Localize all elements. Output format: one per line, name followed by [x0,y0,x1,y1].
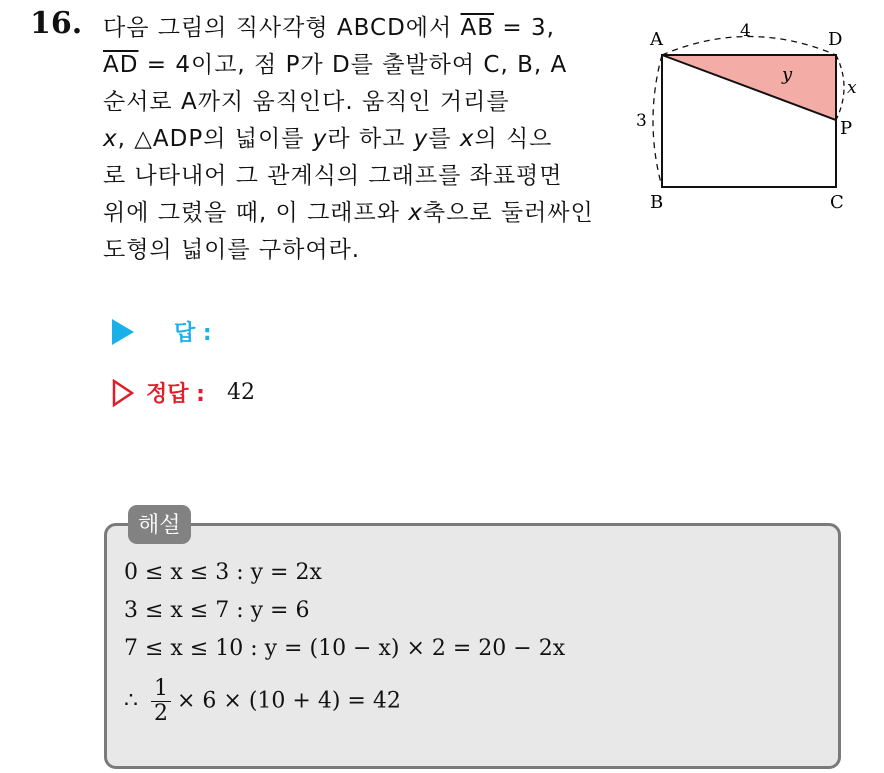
solution-final-expression: × 6 × (10 + 4) = 42 [177,688,401,714]
correct-answer-label: 정답 : [146,382,205,407]
vertex-b-label: B [650,192,664,213]
segment-ad: $\overline{AD}$ [103,52,139,78]
question-line-1-end: = 3, [494,15,555,41]
solution-tag: 해설 [128,505,191,544]
area-label: y [782,64,793,85]
question-line-3: 순서로 A까지 움직인다. 움직인 거리를 [103,89,510,115]
question-line-2-text: = 4이고, 점 P가 D를 출발하여 C, B, A [138,52,568,78]
var-x: x [459,126,475,152]
answer-row [112,316,212,347]
question-line-1-text: 다음 그림의 직사각형 ABCD에서 [103,15,461,41]
question-text [103,10,618,269]
question-line-4-text-b: 라 하고 [327,126,414,152]
question-line-4-text-c: 를 [428,126,460,152]
solution-line-3: 7 ≤ x ≤ 10 : y = (10 − x) × 2 = 20 − 2x [124,636,566,661]
question-line-6-text-b: 축으로 둘러싸인 [422,200,594,226]
question-line-6 [103,195,618,232]
left-dimension-arc [653,55,662,187]
question-line-5: 로 나타내어 그 관계식의 그래프를 좌표평면 [103,163,563,189]
point-p-label: P [840,118,853,139]
triangle-adp [662,55,836,120]
top-length-label: 4 [740,22,751,41]
question-line-2 [103,47,618,84]
vertex-d-label: D [828,29,843,50]
var-y: y [312,126,328,152]
var-x: x [408,200,423,226]
question-line-4-text-d: 의 식으 [474,126,553,152]
fraction-one-half [151,677,171,726]
question-line-6-text-a: 위에 그렸을 때, 이 그래프와 [103,200,409,226]
solution-line-1: 0 ≤ x ≤ 3 : y = 2x [124,560,322,585]
right-dimension-arc [836,55,844,120]
play-triangle-icon [112,319,134,345]
rectangle-figure [630,22,870,222]
solution-line-4 [124,677,401,726]
correct-answer-value: 42 [226,380,255,405]
segment-ab: $\overline{AB}$ [460,15,495,41]
therefore-symbol: ∴ [124,688,138,714]
fraction-denominator: 2 [154,701,168,726]
fraction-numerator: 1 [151,677,171,702]
left-length-label: 3 [636,111,647,131]
question-line-4 [103,121,618,158]
question-line-7: 도형의 넓이를 구하여라. [103,237,361,263]
solution-line-2: 3 ≤ x ≤ 7 : y = 6 [124,598,310,623]
question-line-4-text-a: , △ADP의 넓이를 [117,126,313,152]
question-line-1 [103,10,618,47]
vertex-a-label: A [650,29,663,50]
var-y: y [413,126,429,152]
outline-triangle-icon [112,379,134,407]
vertex-c-label: C [830,192,844,213]
var-x: x [103,126,118,152]
question-number: 16. [30,6,83,41]
answer-label: 답 : [174,321,212,346]
correct-answer-row [112,377,255,408]
right-length-label: x [847,78,857,98]
